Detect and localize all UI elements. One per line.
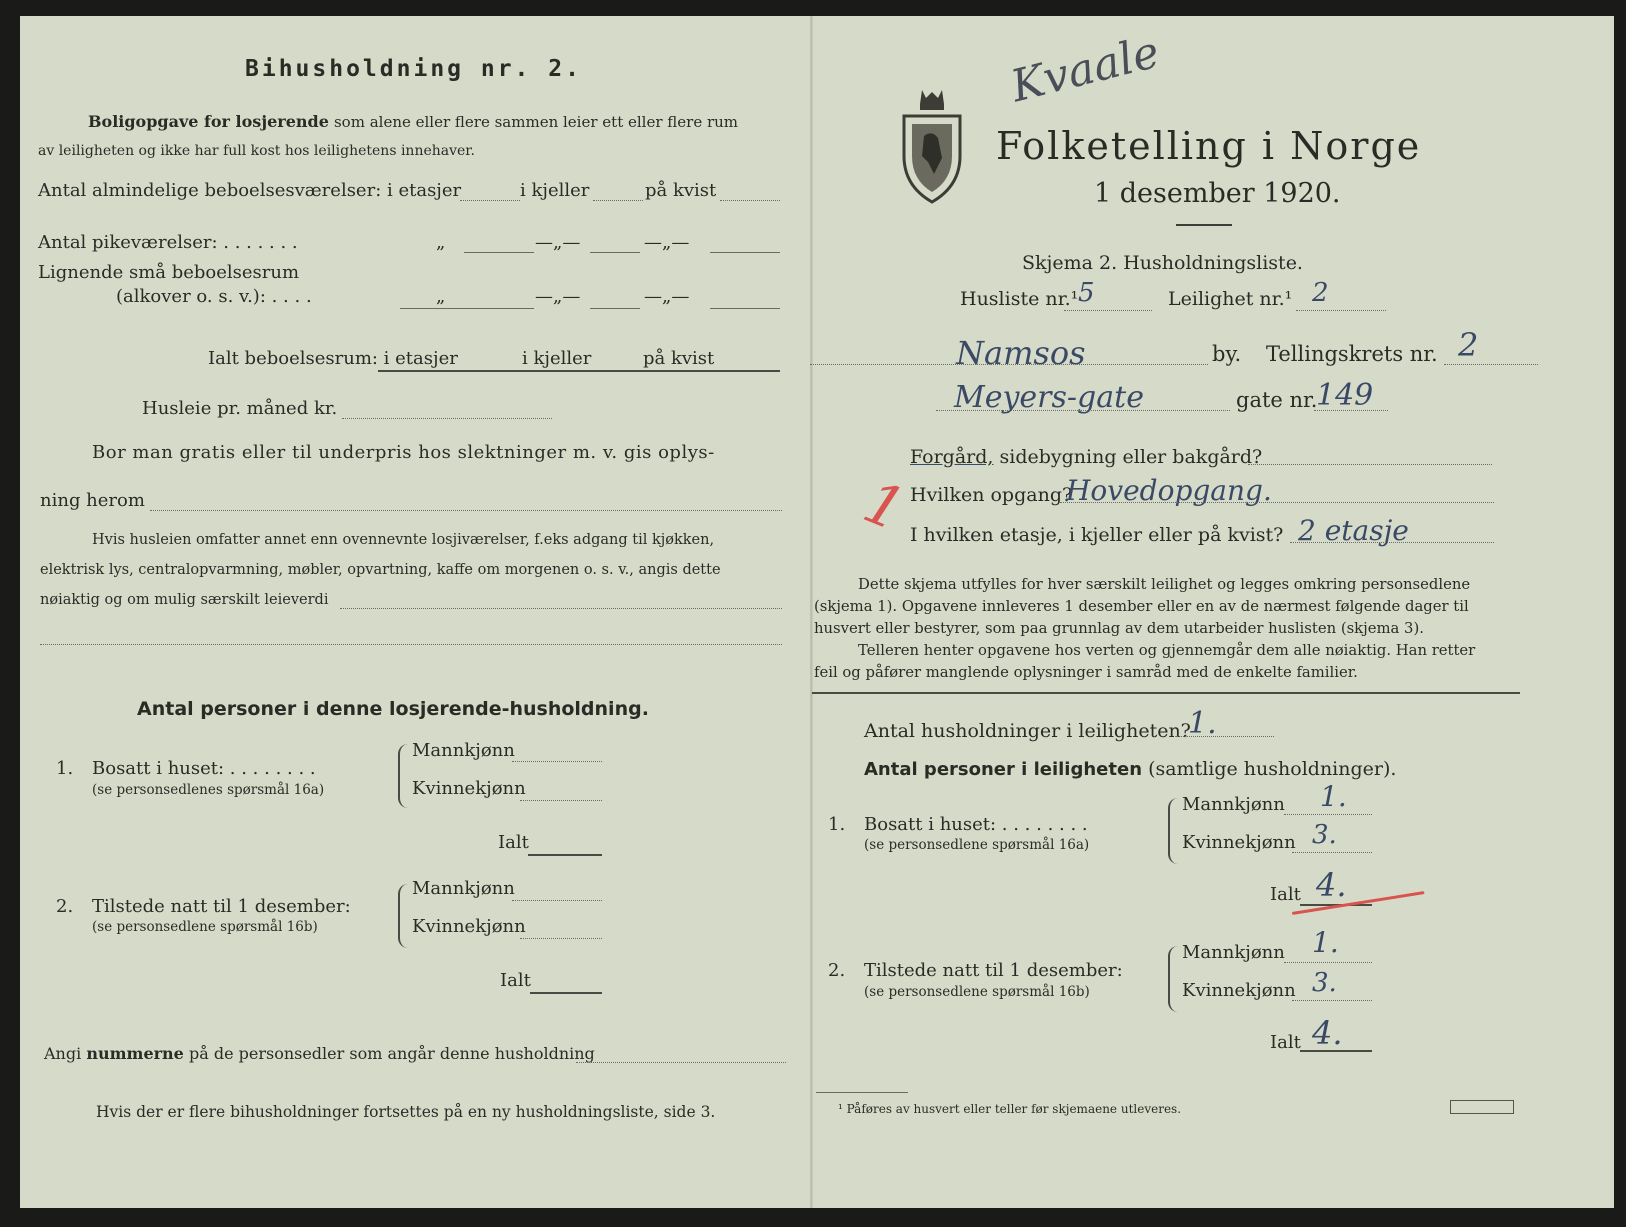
left-footer: Hvis der er flere bihusholdninger fortsettes på en ny husholdningsliste, side 3. [96, 1103, 716, 1121]
field-kvist [720, 200, 780, 201]
field-pike-2 [590, 252, 640, 253]
gate-nr-value: 149 [1316, 378, 1374, 413]
label-pa-kvist: på kvist [645, 180, 717, 201]
row-lignende-2: (alkover o. s. v.): . . . . [116, 286, 312, 307]
right-q1-mann-value: 1. [1320, 780, 1347, 813]
forgard-row [910, 446, 1262, 468]
antal-hush-field [1176, 736, 1274, 737]
angi-row [44, 1044, 595, 1063]
right-q2-mann-label: Mannkjønn [1182, 942, 1285, 963]
right-q1-brace [1168, 798, 1180, 864]
by-value: Namsos [956, 334, 1086, 372]
right-q2-kvinne-label: Kvinnekjønn [1182, 980, 1296, 1001]
left-q1-mann-field [512, 761, 602, 762]
left-q2-ialt-field [530, 992, 602, 994]
left-q2-kvinne-field [520, 938, 602, 939]
row-antal-alm: Antal almindelige beboelsesværelser: i etasjer [38, 180, 462, 201]
left-q1-ialt-label: Ialt [498, 832, 529, 853]
para2-line2: feil og påfører manglende oplysninger i samråd med de enkelte familier. [814, 664, 1358, 681]
left-q2-mann-label: Mannkjønn [412, 878, 515, 899]
field-leieverdi [340, 608, 782, 609]
intro-line-1 [88, 112, 738, 131]
husliste-value: 5 [1078, 278, 1095, 308]
row-hvis-2: elektrisk lys, centralopvarmning, møbler, opvartning, kaffe om morgenen o. s. v., angis dette [40, 562, 721, 578]
antal-pers-row [864, 758, 1396, 780]
ditto-dash-4: —„— [644, 286, 690, 307]
left-q1-ialt-field [528, 854, 602, 856]
title-rule [1176, 224, 1232, 226]
row-ialt-beboelse: Ialt beboelsesrum: i etasjer [208, 348, 458, 369]
label-pa-kvist-2: på kvist [643, 348, 715, 369]
left-q1-brace [398, 744, 410, 808]
forgard-underlined: Forgård, [910, 446, 994, 468]
angi-pre: Angi [44, 1044, 82, 1063]
printer-stamp-icon [1450, 1100, 1514, 1114]
opgang-value: Hovedopgang. [1066, 474, 1272, 507]
angi-bold: nummerne [86, 1044, 184, 1063]
field-pike-3 [710, 252, 780, 253]
right-q2-sub: (se personsedlene spørsmål 16b) [864, 984, 1090, 1000]
intro-bold: Boligopgave for losjerende [88, 112, 329, 131]
skjema-label: Skjema 2. Husholdningsliste. [1022, 252, 1303, 274]
right-q1-sub: (se personsedlene spørsmål 16a) [864, 837, 1090, 853]
intro-rest: som alene eller flere sammen leier ett eller flere rum [333, 113, 739, 131]
field-lign-1 [400, 308, 534, 309]
ditto-dash-2: —„— [644, 232, 690, 253]
right-q1-kvinne-field [1292, 852, 1372, 853]
right-q2-brace [1168, 946, 1180, 1012]
handwritten-top-note: Kvaale [1006, 26, 1165, 113]
right-q1-label: Bosatt i huset: . . . . . . . . [864, 814, 1088, 835]
row-hvis-1: Hvis husleien omfatter annet enn ovennevnte losjiværelser, f.eks adgang til kjøkken, [92, 532, 715, 548]
leilighet-field [1296, 310, 1386, 311]
right-title: Folketelling i Norge [996, 124, 1422, 168]
para1-line1: Dette skjema utfylles for hver særskilt leilighet og legges omkring personsedlene [858, 576, 1471, 593]
field-lign-2 [590, 308, 640, 309]
right-q2-ialt-label: Ialt [1270, 1032, 1301, 1053]
forgard-field [1248, 464, 1492, 465]
field-kjeller [593, 200, 643, 201]
left-q1-label: Bosatt i huset: . . . . . . . . [92, 758, 316, 779]
ditto-2: „ [436, 286, 446, 307]
right-q1-ialt-label: Ialt [1270, 884, 1301, 905]
row-husleie: Husleie pr. måned kr. [142, 398, 338, 419]
right-q1-kvinne-label: Kvinnekjønn [1182, 832, 1296, 853]
row-hvis-3: nøiaktig og om mulig særskilt leieverdi [40, 592, 329, 608]
by-label: by. [1212, 342, 1242, 366]
antal-pers-rest: (samtlige husholdninger). [1148, 758, 1397, 780]
label-i-kjeller: i kjeller [520, 180, 590, 201]
antal-pers-bold: Antal personer i leiligheten [864, 759, 1143, 780]
left-antal-heading: Antal personer i denne losjerende-husholdning. [137, 698, 649, 720]
leilighet-label: Leilighet nr.¹ [1168, 288, 1293, 310]
page-fold [810, 16, 813, 1208]
left-q2-mann-field [512, 900, 602, 901]
right-date: 1 desember 1920. [1094, 178, 1341, 209]
ditto-dash-1: —„— [535, 232, 581, 253]
tellingskrets-value: 2 [1458, 326, 1479, 364]
right-q1-mann-label: Mannkjønn [1182, 794, 1285, 815]
para-divider [812, 692, 1520, 694]
row-gratis-1: Bor man gratis eller til underpris hos slektninger m. v. gis oplys- [92, 442, 715, 463]
gate-value: Meyers-gate [954, 380, 1144, 415]
tellingskrets-field [1444, 364, 1538, 365]
right-q2-ialt-field [1300, 1050, 1372, 1052]
etasje-field [1290, 542, 1494, 543]
right-q2-num: 2. [828, 960, 846, 981]
field-etasjer [460, 200, 520, 201]
field-husleie [342, 418, 552, 419]
etasje-label: I hvilken etasje, i kjeller eller på kvist? [910, 524, 1284, 546]
field-pike-1 [464, 252, 534, 253]
para1-line2: (skjema 1). Opgavene innleveres 1 desember eller en av de nærmest følgende dager til [814, 598, 1469, 615]
norway-coat-of-arms-icon [898, 86, 966, 206]
forgard-rest: sidebygning eller bakgård? [999, 446, 1263, 468]
left-q2-brace [398, 884, 410, 948]
left-q1-kvinne-field [520, 800, 602, 801]
right-q2-ialt-value: 4. [1312, 1014, 1343, 1052]
right-q2-kvinne-value: 3. [1312, 968, 1337, 998]
right-q1-mann-field [1284, 814, 1372, 815]
para1-line3: husvert eller bestyrer, som paa grunnlag av dem utarbeider huslisten (skjema 3). [814, 620, 1424, 637]
left-q2-num: 2. [56, 896, 74, 917]
gate-nr-field [1314, 410, 1388, 411]
field-angi [576, 1062, 786, 1063]
by-field [810, 364, 1208, 365]
left-q1-mann-label: Mannkjønn [412, 740, 515, 761]
label-i-kjeller-2: i kjeller [522, 348, 592, 369]
right-footnote: ¹ Påføres av husvert eller teller før skjemaene utleveres. [838, 1102, 1182, 1116]
footnote-rule [816, 1092, 908, 1093]
husliste-field [1064, 310, 1152, 311]
field-lign-3 [710, 308, 780, 309]
left-q1-num: 1. [56, 758, 74, 779]
angi-rest: på de personsedler som angår denne husholdning [188, 1044, 595, 1063]
ialt-underline [378, 370, 780, 372]
row-lignende-1: Lignende små beboelsesrum [38, 262, 300, 283]
intro-line-2: av leiligheten og ikke har full kost hos leilighetens innehaver. [38, 143, 475, 159]
ditto-1: „ [436, 232, 446, 253]
left-q2-sub: (se personsedlene spørsmål 16b) [92, 919, 318, 935]
ditto-dash-3: —„— [535, 286, 581, 307]
etasje-value: 2 etasje [1298, 514, 1409, 547]
left-q2-label: Tilstede natt til 1 desember: [92, 896, 351, 917]
opgang-field [1060, 502, 1494, 503]
left-q2-ialt-label: Ialt [500, 970, 531, 991]
red-check-mark: 1 [854, 467, 915, 545]
right-q2-kvinne-field [1292, 1000, 1372, 1001]
right-q2-label: Tilstede natt til 1 desember: [864, 960, 1123, 981]
right-q1-num: 1. [828, 814, 846, 835]
leilighet-value: 2 [1312, 278, 1329, 308]
left-title: Bihusholdning nr. 2. [245, 56, 582, 82]
para2-line1: Telleren henter opgavene hos verten og gjennemgår dem alle nøiaktig. Han retter [858, 642, 1476, 659]
antal-hush-value: 1. [1188, 706, 1217, 741]
right-q2-mann-field [1284, 962, 1372, 963]
gate-field [936, 410, 1230, 411]
gate-label: gate nr. [1236, 388, 1318, 412]
left-q1-sub: (se personsedlenes spørsmål 16a) [92, 782, 325, 798]
census-form-sheet [20, 16, 1614, 1208]
right-q2-mann-value: 1. [1312, 926, 1339, 959]
right-q1-ialt-value: 4. [1316, 866, 1347, 904]
antal-hush-label: Antal husholdninger i leiligheten? [864, 720, 1191, 742]
opgang-label: Hvilken opgang? [910, 484, 1073, 506]
left-q2-kvinne-label: Kvinnekjønn [412, 916, 526, 937]
row-pike: Antal pikeværelser: . . . . . . . [38, 232, 298, 253]
field-leieverdi-2 [40, 644, 782, 645]
tellingskrets-label: Tellingskrets nr. [1266, 342, 1438, 366]
row-gratis-2: ning herom [40, 490, 145, 511]
field-gratis [150, 510, 782, 511]
husliste-label: Husliste nr.¹ [960, 288, 1079, 310]
right-q1-kvinne-value: 3. [1312, 820, 1337, 850]
left-q1-kvinne-label: Kvinnekjønn [412, 778, 526, 799]
